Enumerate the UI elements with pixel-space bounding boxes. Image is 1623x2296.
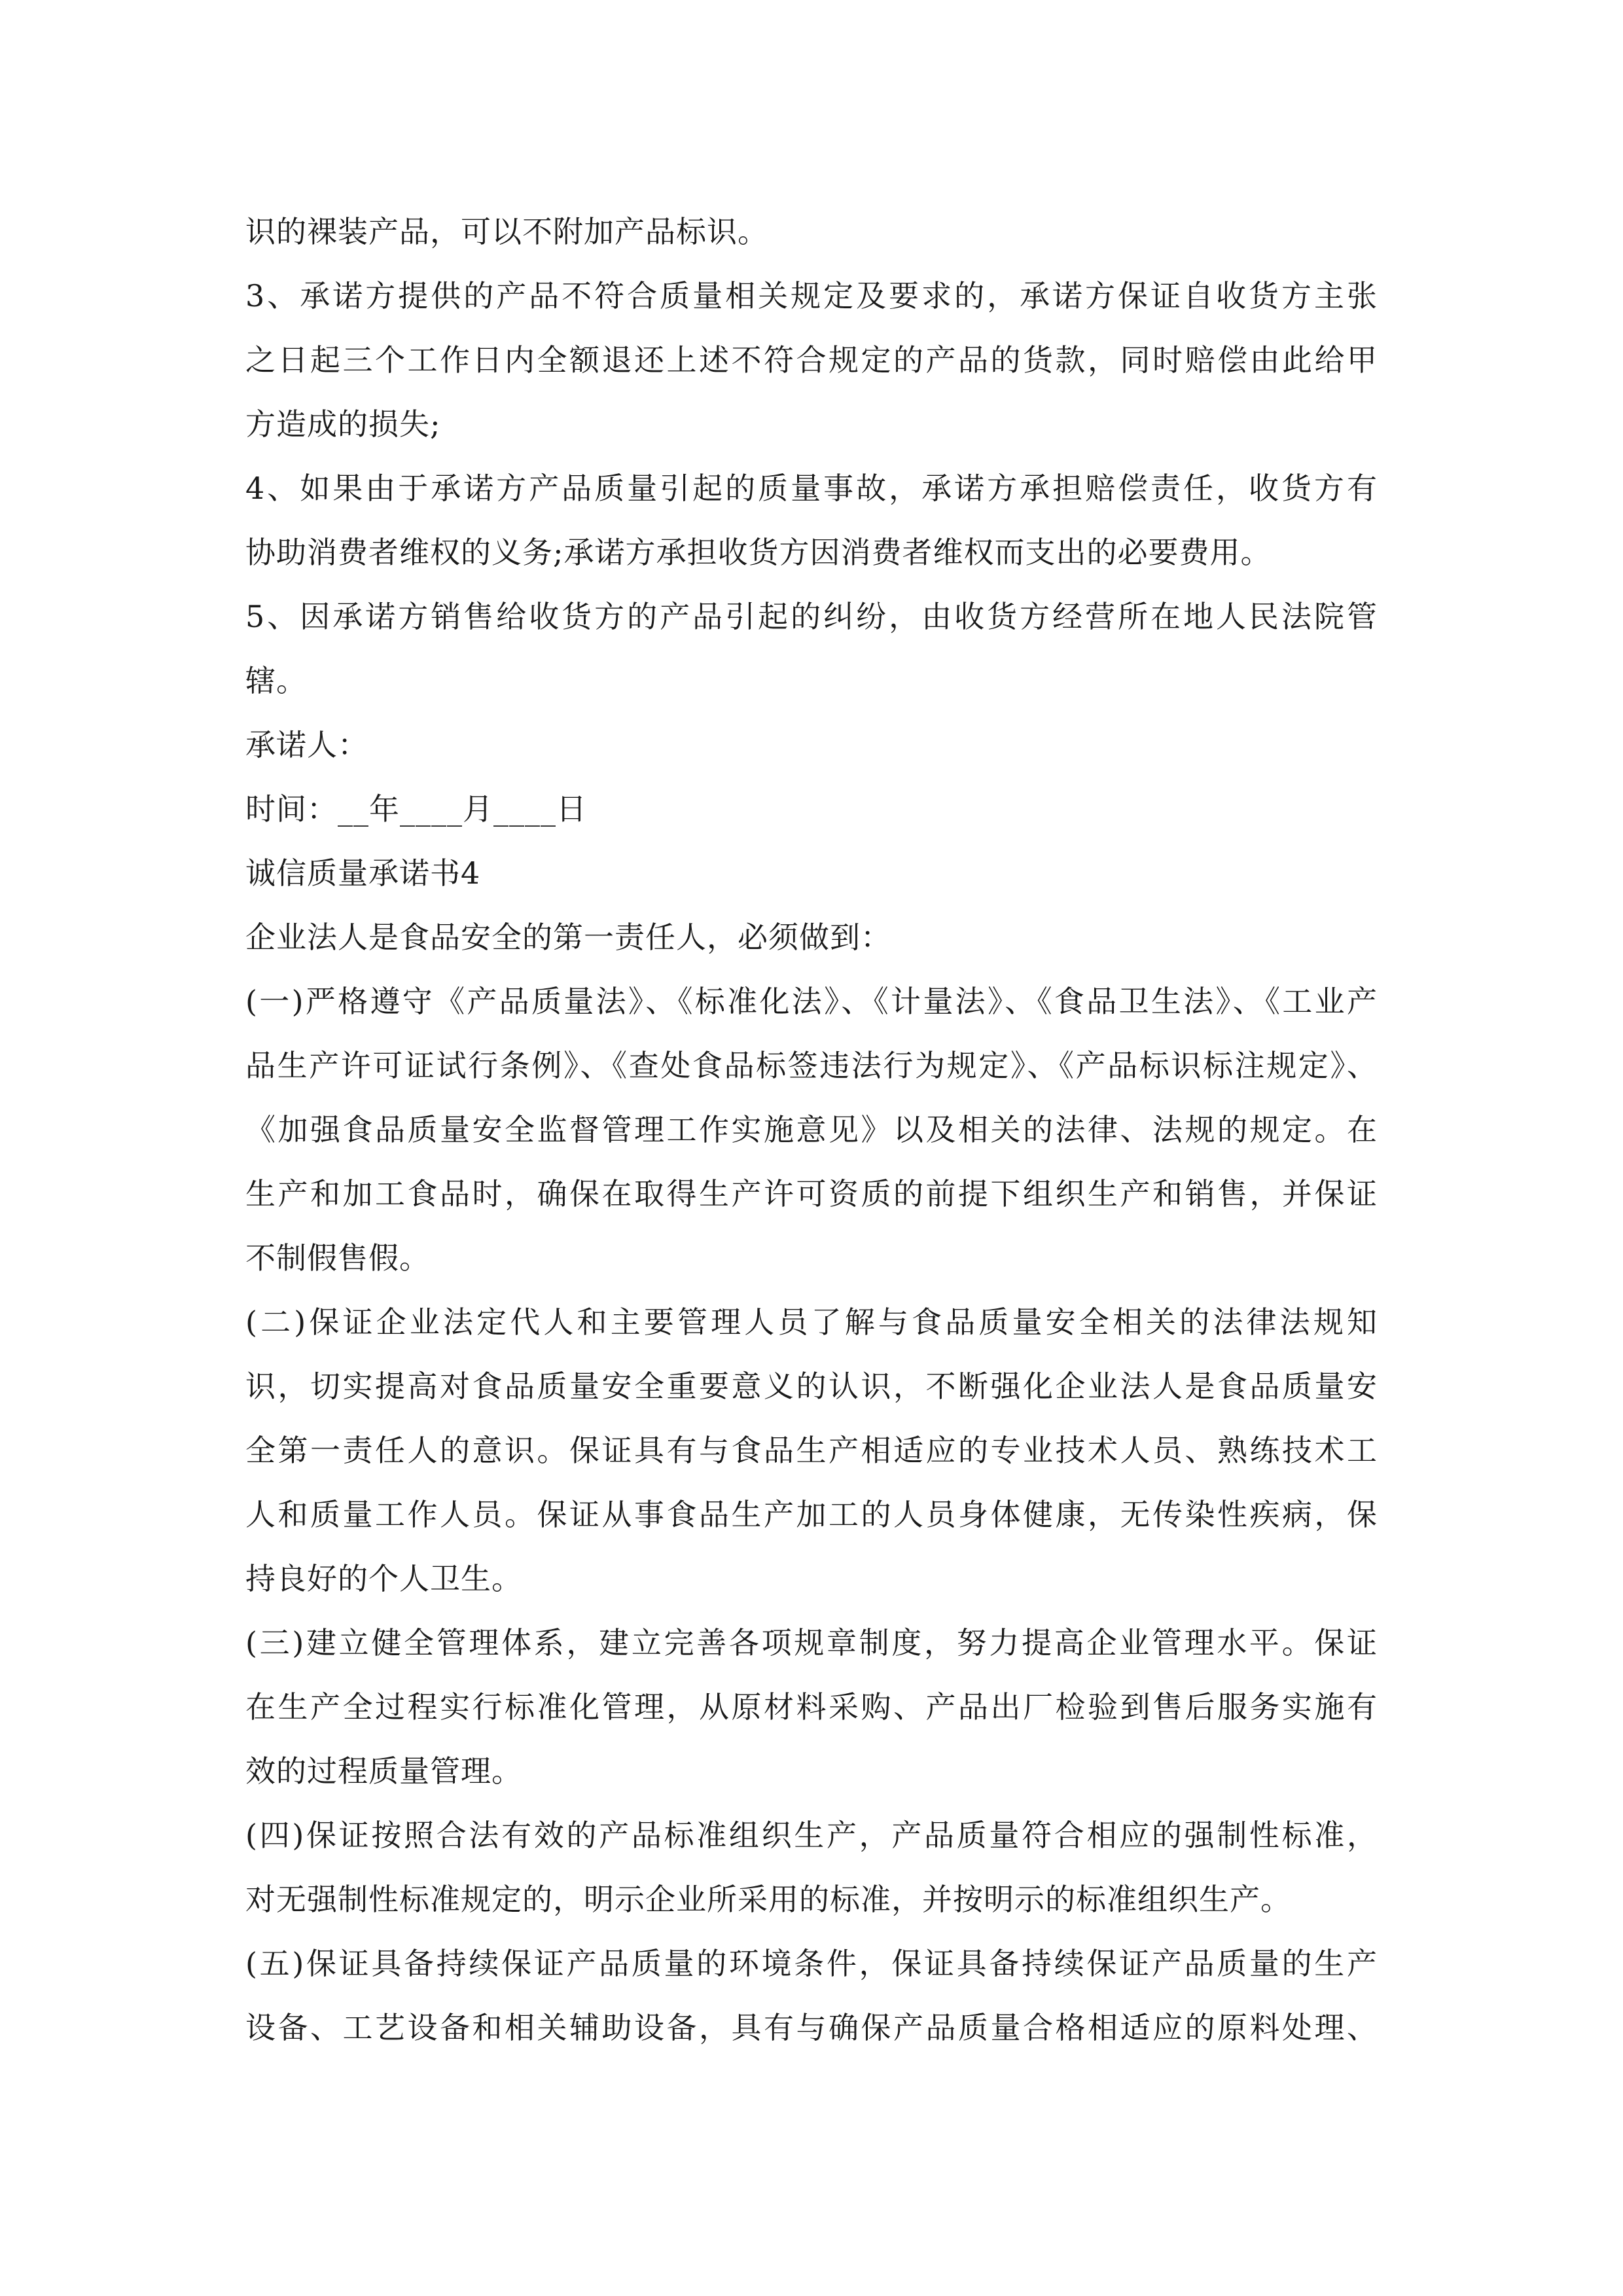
text-line: 企业法人是食品安全的第一责任人，必须做到： — [245, 920, 891, 955]
text-line: 之日起三个工作日内全额退还上述不符合规定的产品的货款，同时赔偿由此给甲 — [245, 342, 1378, 378]
text-line: 对无强制性标准规定的，明示企业所采用的标准，并按明示的标准组织生产。 — [245, 1882, 1291, 1917]
text-line: 4、如果由于承诺方产品质量引起的质量事故，承诺方承担赔偿责任，收货方有 — [245, 471, 1378, 506]
text-line: 不制假售假。 — [245, 1240, 430, 1276]
text-line: 持良好的个人卫生。 — [245, 1561, 522, 1596]
text-line: 在生产全过程实行标准化管理，从原材料采购、产品出厂检验到售后服务实施有 — [245, 1689, 1378, 1725]
text-line: (一)严格遵守《产品质量法》、《标准化法》、《计量法》、《食品卫生法》、《工业产 — [245, 984, 1378, 1019]
text-line: (四)保证按照合法有效的产品标准组织生产，产品质量符合相应的强制性标准， — [245, 1818, 1378, 1853]
text-line: 诚信质量承诺书4 — [245, 855, 481, 891]
text-line: (二)保证企业法定代人和主要管理人员了解与食品质量安全相关的法律法规知 — [245, 1304, 1378, 1340]
text-line: 识，切实提高对食品质量安全重要意义的认识，不断强化企业法人是食品质量安 — [245, 1369, 1378, 1404]
document-body — [245, 200, 1378, 2060]
text-line: 全第一责任人的意识。保证具有与食品生产相适应的专业技术人员、熟练技术工 — [245, 1433, 1378, 1468]
text-line: 生产和加工食品时，确保在取得生产许可资质的前提下组织生产和销售，并保证 — [245, 1176, 1378, 1211]
text-line: 承诺人： — [245, 727, 368, 762]
text-line: 时间：__年____月____日 — [245, 791, 587, 827]
text-line: 设备、工艺设备和相关辅助设备，具有与确保产品质量合格相适应的原料处理、 — [245, 2010, 1378, 2045]
text-line: 《加强食品质量安全监督管理工作实施意见》以及相关的法律、法规的规定。在 — [245, 1112, 1378, 1147]
text-line: 品生产许可证试行条例》、《查处食品标签违法行为规定》、《产品标识标注规定》、 — [245, 1048, 1378, 1083]
text-line: (五)保证具备持续保证产品质量的环境条件，保证具备持续保证产品质量的生产 — [245, 1946, 1378, 1981]
text-line: 识的裸装产品，可以不附加产品标识。 — [245, 214, 768, 249]
text-line: 人和质量工作人员。保证从事食品生产加工的人员身体健康，无传染性疾病，保 — [245, 1497, 1378, 1532]
text-line: 协助消费者维权的义务;承诺方承担收货方因消费者维权而支出的必要费用。 — [245, 535, 1272, 570]
text-line: 效的过程质量管理。 — [245, 1753, 522, 1789]
text-line: 5、因承诺方销售给收货方的产品引起的纠纷，由收货方经营所在地人民法院管 — [245, 599, 1378, 634]
text-line: 辖。 — [245, 663, 307, 698]
text-line: 3、承诺方提供的产品不符合质量相关规定及要求的，承诺方保证自收货方主张 — [245, 278, 1378, 314]
text-line: 方造成的损失; — [245, 406, 441, 442]
text-line: (三)建立健全管理体系，建立完善各项规章制度，努力提高企业管理水平。保证 — [245, 1625, 1378, 1660]
